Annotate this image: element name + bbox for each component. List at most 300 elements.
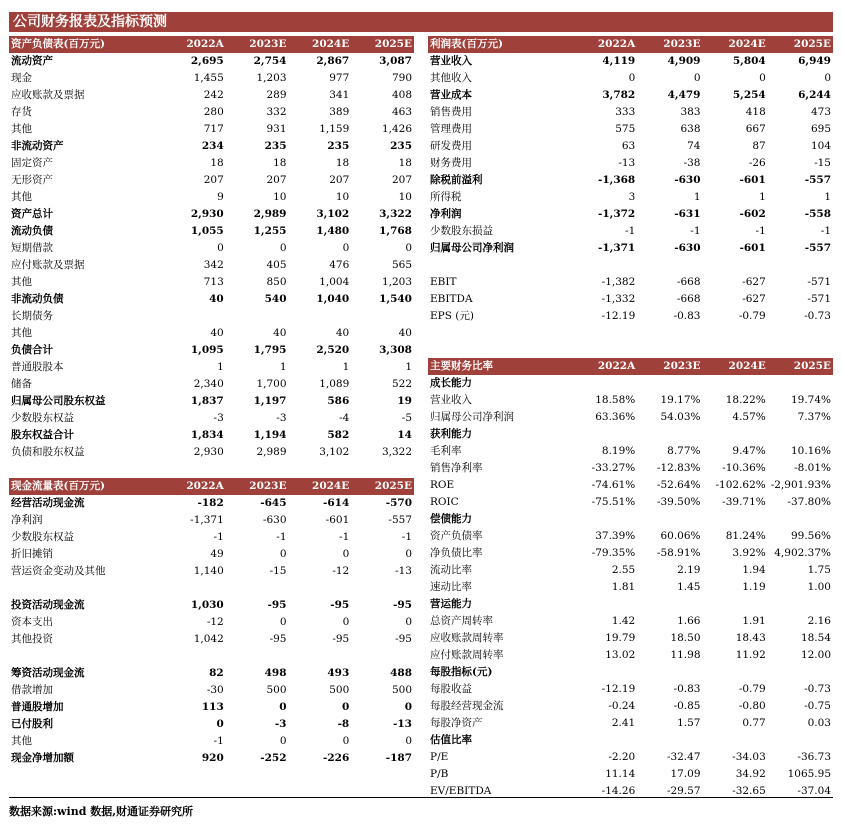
cell-value: -95 xyxy=(332,633,350,645)
table-row xyxy=(9,665,414,682)
cell-value: -3 xyxy=(274,718,287,730)
cell-value: 500 xyxy=(329,684,350,696)
cell-value: 40 xyxy=(273,327,287,339)
row-label: 归属母公司净利润 xyxy=(430,242,514,254)
cell-value: 10 xyxy=(273,191,287,203)
cell-value: 0 xyxy=(342,616,350,628)
balance-sheet-panel xyxy=(9,36,414,461)
cell-value: -12.83% xyxy=(656,462,701,474)
cell-value: 9.47% xyxy=(732,445,766,457)
cell-value: 2,695 xyxy=(190,55,224,67)
cell-value: 405 xyxy=(266,259,287,271)
cell-value: -1 xyxy=(276,531,287,543)
cell-value: 1.66 xyxy=(677,615,701,627)
cell-value: -38 xyxy=(683,157,701,169)
table-row xyxy=(428,664,833,681)
row-label: 普通股增加 xyxy=(11,701,64,713)
cell-value: 8.77% xyxy=(667,445,701,457)
cell-value xyxy=(768,375,833,392)
cell-value: 9 xyxy=(217,191,224,203)
row-label: 少数股东权益 xyxy=(11,412,74,424)
year-header: 2022A xyxy=(163,36,226,53)
ratios-header-row xyxy=(428,358,833,375)
income-statement-panel xyxy=(428,36,833,325)
row-label: 其他 xyxy=(11,191,32,203)
cell-value: -0.79 xyxy=(738,683,766,695)
cell-value: 207 xyxy=(391,174,412,186)
cell-value: 19.17% xyxy=(660,394,701,406)
cell-value xyxy=(703,257,768,274)
cell-value: -645 xyxy=(260,497,287,509)
cell-value: -0.73 xyxy=(804,683,831,695)
cell-value: 0 xyxy=(279,548,287,560)
cell-value: -226 xyxy=(322,752,350,764)
table-row xyxy=(9,104,414,121)
cell-value: -37.80% xyxy=(787,496,831,508)
cell-value: 1,768 xyxy=(379,225,412,237)
row-label: 研发费用 xyxy=(430,140,472,152)
cell-value: 0 xyxy=(824,72,831,84)
cell-value: -39.71% xyxy=(722,496,766,508)
row-label: 其他 xyxy=(11,735,32,747)
table-row xyxy=(9,733,414,750)
cell-value: -79.35% xyxy=(591,547,636,559)
cell-value: 3,102 xyxy=(316,208,350,220)
cell-value xyxy=(768,596,833,613)
cell-value: 4.57% xyxy=(732,411,766,423)
cell-value: 0 xyxy=(216,718,224,730)
cell-value: 1 xyxy=(405,361,412,373)
cell-value xyxy=(703,596,768,613)
cell-value: -558 xyxy=(804,208,831,220)
row-label: 现金 xyxy=(11,72,32,84)
cell-value: 19 xyxy=(397,395,412,407)
cell-value xyxy=(163,580,226,597)
cell-value: 18 xyxy=(210,157,224,169)
cell-value: 37.39% xyxy=(595,530,636,542)
cell-value: -4 xyxy=(339,412,350,424)
data-source-note: 数据来源:wind 数据,财通证券研究所 xyxy=(9,805,194,818)
cell-value xyxy=(572,596,637,613)
cell-value: 1 xyxy=(342,361,350,373)
row-label: 非流动负债 xyxy=(11,293,64,305)
cell-value: 34.92 xyxy=(735,768,766,780)
year-header: 2023E xyxy=(226,478,289,495)
cell-value: -1 xyxy=(690,225,701,237)
cell-value: 0 xyxy=(342,548,350,560)
table-row xyxy=(9,631,414,648)
cell-value: 931 xyxy=(266,123,287,135)
cell-value: -3 xyxy=(276,412,287,424)
cell-value: 2,989 xyxy=(253,208,287,220)
row-label: 每股净资产 xyxy=(430,717,483,729)
table-row xyxy=(428,715,833,732)
row-label: 资产负债率 xyxy=(430,530,483,542)
cell-value: 1.94 xyxy=(742,564,766,576)
cell-value: 1,203 xyxy=(381,276,412,288)
cell-value: 1,197 xyxy=(253,395,287,407)
table-row xyxy=(9,308,414,325)
table-row xyxy=(9,53,414,70)
cell-value: 235 xyxy=(390,140,412,152)
year-header: 2025E xyxy=(768,36,833,53)
cell-value: 40 xyxy=(335,327,350,339)
cell-value: 235 xyxy=(327,140,350,152)
cell-value: 5,254 xyxy=(732,89,766,101)
cell-value: 463 xyxy=(391,106,412,118)
table-row xyxy=(428,596,833,613)
cell-value: 289 xyxy=(266,89,287,101)
cell-value xyxy=(703,375,768,392)
table-row xyxy=(9,189,414,206)
year-header: 2025E xyxy=(351,478,414,495)
cell-value: -1 xyxy=(213,735,224,747)
table-row xyxy=(428,172,833,189)
cell-value: 790 xyxy=(391,72,412,84)
cell-value: -95 xyxy=(267,599,287,611)
cell-value: -627 xyxy=(742,293,766,305)
cell-value: 0 xyxy=(279,735,287,747)
table-row xyxy=(9,410,414,427)
cell-value: -557 xyxy=(804,174,831,186)
cell-value: -1 xyxy=(401,531,412,543)
cell-value: 8.19% xyxy=(601,445,636,457)
row-label: 折旧摊销 xyxy=(11,548,53,560)
row-label: 每股经营现金流 xyxy=(430,700,504,712)
table-row xyxy=(428,494,833,511)
cell-value: 207 xyxy=(203,174,224,186)
cell-value: 81.24% xyxy=(725,530,766,542)
row-label: 其他投资 xyxy=(11,633,53,645)
cell-value: -12 xyxy=(332,565,350,577)
table-row xyxy=(9,699,414,716)
row-label: EV/EBITDA xyxy=(430,785,492,797)
row-label: 偿债能力 xyxy=(430,513,472,525)
cell-value: 717 xyxy=(203,123,224,135)
cell-value: -0.80 xyxy=(738,700,766,712)
row-label: 每股指标(元) xyxy=(430,666,493,678)
cell-value: 12.00 xyxy=(800,649,831,661)
cell-value: 2.19 xyxy=(677,564,701,576)
cell-value: 493 xyxy=(327,667,350,679)
table-row xyxy=(9,342,414,359)
bottom-rule xyxy=(9,797,833,798)
row-label: 销售费用 xyxy=(430,106,472,118)
cell-value: -36.73 xyxy=(797,751,831,763)
table-row xyxy=(9,393,414,410)
table-row xyxy=(9,427,414,444)
row-label: 估值比率 xyxy=(430,734,472,746)
table-row xyxy=(9,291,414,308)
row-label: 成长能力 xyxy=(430,377,472,389)
row-label: 借款增加 xyxy=(11,684,53,696)
balance-header-row xyxy=(9,36,414,53)
cell-value: 383 xyxy=(680,106,701,118)
cell-value: 342 xyxy=(203,259,224,271)
cell-value: 977 xyxy=(329,72,350,84)
table-row xyxy=(428,443,833,460)
cell-value: 638 xyxy=(680,123,701,135)
cell-value: -557 xyxy=(388,514,412,526)
table-row xyxy=(428,511,833,528)
cell-value: 40 xyxy=(210,327,224,339)
cell-value: 920 xyxy=(201,752,224,764)
cell-value: 10 xyxy=(335,191,350,203)
cell-value: 3,308 xyxy=(379,344,412,356)
cell-value: 0 xyxy=(279,242,287,254)
year-header: 2024E xyxy=(703,358,768,375)
cell-value: -630 xyxy=(262,514,287,526)
cell-value: 1,040 xyxy=(316,293,350,305)
cashflow-table xyxy=(9,478,414,767)
cell-value: 0 xyxy=(404,701,412,713)
cell-value: 540 xyxy=(264,293,287,305)
cell-value: 0 xyxy=(405,548,412,560)
cell-value xyxy=(768,426,833,443)
cell-value: 104 xyxy=(810,140,831,152)
table-row xyxy=(9,716,414,733)
balance-sheet-table xyxy=(9,36,414,461)
row-label: 其他 xyxy=(11,276,32,288)
cell-value: -10.36% xyxy=(722,462,766,474)
cell-value: 0 xyxy=(693,72,701,84)
table-row xyxy=(428,240,833,257)
table-row xyxy=(428,223,833,240)
table-row xyxy=(9,750,414,767)
table-row xyxy=(428,308,833,325)
cell-value: -3 xyxy=(213,412,224,424)
cell-value: 0 xyxy=(405,242,412,254)
cell-value: 17.09 xyxy=(670,768,701,780)
cell-value: 18.54 xyxy=(800,632,831,644)
row-label: 少数股东权益 xyxy=(11,531,74,543)
row-label: 现金净增加额 xyxy=(11,752,74,764)
row-label: 流动负债 xyxy=(11,225,53,237)
table-row xyxy=(9,240,414,257)
cell-value: 4,119 xyxy=(602,55,636,67)
cell-value: -1,382 xyxy=(601,276,636,288)
cell-value: 1 xyxy=(279,361,287,373)
table-row xyxy=(9,614,414,631)
row-label: 所得税 xyxy=(430,191,462,203)
cell-value xyxy=(351,308,414,325)
cell-value: -2.20 xyxy=(608,751,636,763)
row-label: 流动资产 xyxy=(11,55,53,67)
cell-value: -95 xyxy=(395,633,412,645)
cell-value: 99.56% xyxy=(790,530,831,542)
cell-value: 235 xyxy=(264,140,287,152)
cell-value: 18 xyxy=(273,157,287,169)
cell-value: 0 xyxy=(405,616,412,628)
cell-value: 565 xyxy=(391,259,412,271)
row-label: 流动比率 xyxy=(430,564,472,576)
row-label: EBIT xyxy=(430,276,457,288)
cell-value: 0 xyxy=(759,72,766,84)
cell-value: 1,837 xyxy=(190,395,224,407)
cell-value: -37.04 xyxy=(797,785,831,797)
row-label: 获利能力 xyxy=(430,428,472,440)
table-row xyxy=(428,121,833,138)
row-label: 管理费用 xyxy=(430,123,472,135)
table-row xyxy=(428,155,833,172)
cell-value: 418 xyxy=(745,106,766,118)
year-header: 2023E xyxy=(226,36,289,53)
table-row xyxy=(428,545,833,562)
row-label: 短期借款 xyxy=(11,242,53,254)
ratios-header: 主要财务比率 xyxy=(428,358,572,375)
table-row xyxy=(9,325,414,342)
cell-value: 1.42 xyxy=(611,615,636,627)
cell-value: 113 xyxy=(201,701,224,713)
cell-value: 3,087 xyxy=(379,55,412,67)
cell-value: -14.26 xyxy=(601,785,636,797)
cell-value: 1.81 xyxy=(611,581,636,593)
cell-value: -8.01% xyxy=(794,462,831,474)
cell-value: -12 xyxy=(206,616,224,628)
cell-value xyxy=(637,511,702,528)
cell-value: 1,030 xyxy=(190,599,224,611)
cell-value: 13.02 xyxy=(605,649,636,661)
cell-value: 10.16% xyxy=(790,445,831,457)
cell-value: -182 xyxy=(197,497,224,509)
cell-value: 63 xyxy=(621,140,636,152)
cell-value: 4,909 xyxy=(667,55,701,67)
row-label: 普通股股本 xyxy=(11,361,64,373)
table-row xyxy=(9,70,414,87)
table-row xyxy=(9,172,414,189)
cell-value: 40 xyxy=(398,327,412,339)
cell-value: 1,255 xyxy=(253,225,287,237)
cell-value xyxy=(637,375,702,392)
cell-value: 1,159 xyxy=(319,123,350,135)
table-row xyxy=(9,87,414,104)
table-row xyxy=(428,274,833,291)
cell-value xyxy=(637,596,702,613)
cell-value: 2,989 xyxy=(256,446,287,458)
row-label: 少数股东损益 xyxy=(430,225,493,237)
cell-value: -15 xyxy=(269,565,287,577)
cell-value: 1 xyxy=(759,191,766,203)
cell-value: -12.19 xyxy=(601,310,636,322)
cell-value: -1 xyxy=(755,225,766,237)
cell-value: 242 xyxy=(203,89,224,101)
cell-value: -1,372 xyxy=(598,208,636,220)
cell-value: 1,480 xyxy=(316,225,350,237)
cell-value: -95 xyxy=(269,633,287,645)
cell-value: -13 xyxy=(393,718,412,730)
cell-value: -1,368 xyxy=(598,174,636,186)
cell-value: -1 xyxy=(820,225,831,237)
table-row xyxy=(9,597,414,614)
cell-value xyxy=(637,732,702,749)
ratios-panel xyxy=(428,358,833,800)
cell-value: 18 xyxy=(335,157,350,169)
row-label: 营运能力 xyxy=(430,598,472,610)
table-row xyxy=(428,257,833,274)
cell-value: -630 xyxy=(674,174,701,186)
cell-value: -52.64% xyxy=(656,479,701,491)
cell-value: 2,520 xyxy=(316,344,350,356)
cell-value: 1 xyxy=(217,361,224,373)
cell-value: 14 xyxy=(397,429,412,441)
cell-value: 10 xyxy=(398,191,412,203)
row-label: 总资产周转率 xyxy=(430,615,493,627)
cell-value: 2.16 xyxy=(807,615,831,627)
cell-value: 0 xyxy=(405,735,412,747)
table-row xyxy=(9,512,414,529)
row-label: 应付账款及票据 xyxy=(11,259,85,271)
cell-value: 18.58% xyxy=(595,394,636,406)
cell-value: 207 xyxy=(266,174,287,186)
table-row xyxy=(9,138,414,155)
cell-value: -75.51% xyxy=(591,496,636,508)
cell-value: 1.75 xyxy=(807,564,831,576)
cell-value: -32.65 xyxy=(732,785,766,797)
cell-value: -12.19 xyxy=(601,683,636,695)
cell-value: 713 xyxy=(203,276,224,288)
row-label: P/E xyxy=(430,751,449,763)
row-label xyxy=(9,580,163,597)
table-row xyxy=(9,682,414,699)
cell-value xyxy=(572,375,637,392)
table-row xyxy=(428,189,833,206)
row-label: ROE xyxy=(430,479,455,491)
table-row xyxy=(428,749,833,766)
cell-value: -0.75 xyxy=(804,700,831,712)
cell-value: -0.85 xyxy=(673,700,701,712)
table-row xyxy=(428,477,833,494)
row-label: 经营活动现金流 xyxy=(11,497,85,509)
income-header: 利润表(百万元) xyxy=(428,36,572,53)
row-label: 无形资产 xyxy=(11,174,53,186)
cell-value xyxy=(768,732,833,749)
cell-value: 7.37% xyxy=(797,411,831,423)
row-label: 长期债务 xyxy=(11,310,53,322)
table-row xyxy=(428,53,833,70)
row-label: 营运资金变动及其他 xyxy=(11,565,106,577)
row-label: 每股收益 xyxy=(430,683,472,695)
cell-value: -631 xyxy=(674,208,701,220)
cell-value xyxy=(226,580,289,597)
cell-value: -614 xyxy=(322,497,350,509)
row-label: 营业收入 xyxy=(430,394,472,406)
table-row xyxy=(9,444,414,461)
cell-value: -74.61% xyxy=(591,479,636,491)
cell-value: 389 xyxy=(329,106,350,118)
row-label: 资产总计 xyxy=(11,208,53,220)
cell-value: 408 xyxy=(391,89,412,101)
year-header: 2022A xyxy=(163,478,226,495)
cell-value: 11.92 xyxy=(735,649,766,661)
row-label: EBITDA xyxy=(430,293,473,305)
cell-value: 1,095 xyxy=(190,344,224,356)
report-title: 公司财务报表及指标预测 xyxy=(9,12,833,32)
cell-value: 332 xyxy=(266,106,287,118)
cell-value: 40 xyxy=(209,293,224,305)
row-label: 财务费用 xyxy=(430,157,472,169)
table-row xyxy=(428,766,833,783)
cashflow-header: 现金流量表(百万元) xyxy=(9,478,163,495)
row-label: 储备 xyxy=(11,378,32,390)
table-row xyxy=(428,562,833,579)
cashflow-header-row xyxy=(9,478,414,495)
cell-value: 488 xyxy=(390,667,412,679)
cell-value: 19.79 xyxy=(605,632,636,644)
row-label: 筹资活动现金流 xyxy=(11,667,85,679)
table-row xyxy=(428,291,833,308)
year-header: 2024E xyxy=(289,36,352,53)
table-row xyxy=(9,155,414,172)
